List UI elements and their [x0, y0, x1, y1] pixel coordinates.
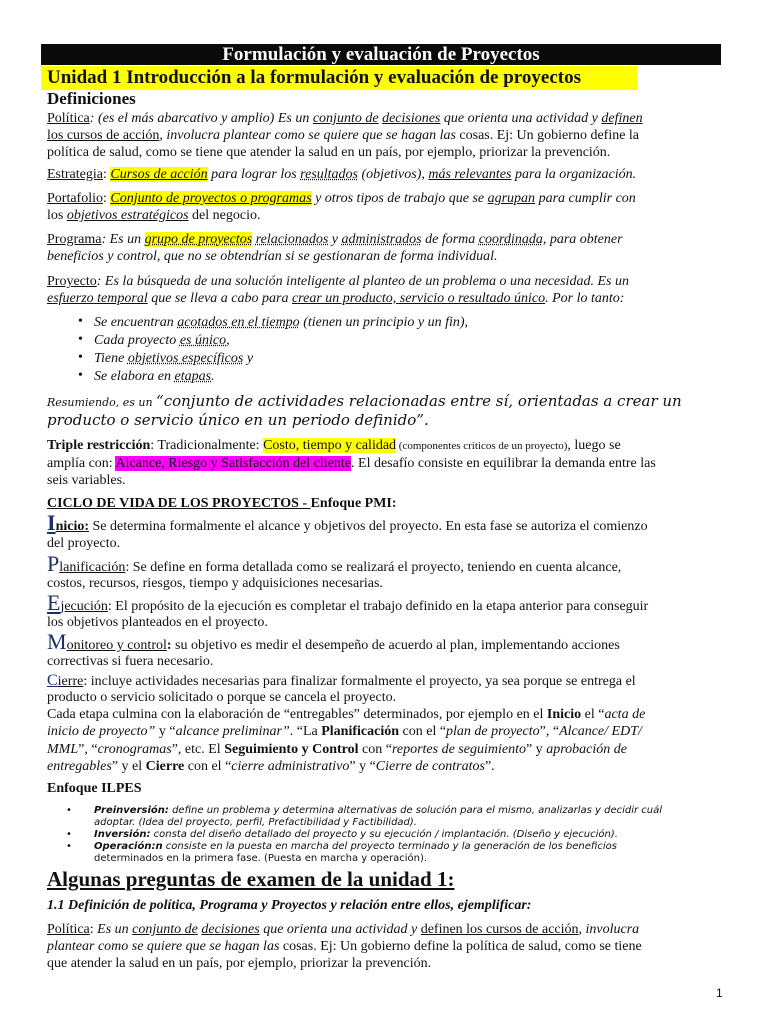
list-item: Preinversión: define un problema y determina alternativas de solución para el mismo, analizarlas y decidir cuál: [94, 805, 663, 816]
bullet-dot: •: [66, 829, 72, 840]
examen-question-1: 1.1 Definición de política, Programa y Proyectos y relación entre ellos, ejemplificar:: [47, 898, 532, 913]
definiciones-heading: Definiciones: [47, 89, 136, 108]
programa-line-2: beneficios y control, que no se obtendrían si se gestionaran de forma individual.: [47, 249, 498, 264]
list-item-cont: adoptar. (Idea del proyecto, perfil, Prefactibilidad y Factibilidad).: [94, 817, 417, 828]
bullet-dot: •: [66, 841, 72, 852]
resumen-line-2: producto o servicio único en un periodo definido”.: [47, 411, 429, 429]
programa-label: Programa: [47, 232, 102, 247]
page-number: 1: [716, 986, 723, 1000]
ilpes-heading: Enfoque ILPES: [47, 781, 142, 796]
monitoreo-line-2: correctivas si fuera necesario.: [47, 654, 214, 669]
bullet-dot: •: [78, 332, 83, 347]
triple-line-1: Triple restricción: Tradicionalmente: Costo, tiempo y calidad (componentes críticos de un proyecto), luego se: [47, 438, 621, 453]
politica-line-1: Política: (es el más abarcativo y amplio) Es un conjunto de decisiones que orienta una actividad y definen: [47, 111, 643, 126]
monitoreo-line-1: Monitoreo y control: su objetivo es medir el desempeño de acuerdo al plan, implementando acciones: [47, 629, 620, 654]
portafolio-line-2: los objetivos estratégicos del negocio.: [47, 208, 261, 223]
list-item-cont: determinados en la primera fase. (Puesta en marcha y operación).: [94, 853, 428, 864]
triple-line-3: seis variables.: [47, 473, 126, 488]
ejecucion-line-1: Ejecución: El propósito de la ejecución es completar el trabajo definido en la etapa anterior para conseguir: [47, 590, 649, 615]
inicio-line-1: Inicio: Se determina formalmente el alcance y objetivos del proyecto. En esta fase se autoriza el comienzo: [47, 510, 648, 535]
planificacion-line-2: costos, recursos, riesgos, tiempo y adquisiciones necesarias.: [47, 576, 383, 591]
inicio-line-2: del proyecto.: [47, 536, 121, 551]
politica-label: Política: [47, 111, 90, 126]
programa-line-1: Programa: Es un grupo de proyectos relacionados y administrados de forma coordinada, para obtener: [47, 232, 623, 247]
etapa-line-2: inicio de proyecto” y “alcance preliminar”. “La Planificación con el “plan de proyecto”, “Alcance/ EDT/: [47, 724, 642, 739]
examen-answer-line-2: plantear como se quiere que se hagan las cosas. Ej: Un gobierno define la política de salud, como se tiene: [47, 939, 642, 954]
politica-line-3: política de salud, como se tiene que atender la salud en un país, por ejemplo, priorizar la prevención.: [47, 145, 611, 160]
list-item: Cada proyecto es único,: [94, 333, 230, 348]
unit-heading: Unidad 1 Introducción a la formulación y evaluación de proyectos: [41, 66, 637, 90]
cierre-line-1: Cierre: incluye actividades necesarias para finalizar formalmente el proyecto, ya sea porque se entrega el: [47, 672, 636, 689]
proyecto-line-2: esfuerzo temporal que se lleva a cabo para crear un producto, servicio o resultado único. Por lo tanto:: [47, 291, 625, 306]
list-item: Se encuentran acotados en el tiempo (tienen un principio y un fin),: [94, 315, 469, 330]
etapa-line-3: MML”, “cronogramas”, etc. El Seguimiento y Control con “reportes de seguimiento” y aprobación de: [47, 742, 627, 757]
examen-answer-line-3: que atender la salud en un país, por ejemplo, priorizar la prevención.: [47, 956, 432, 971]
proyecto-line-1: Proyecto: Es la búsqueda de una solución inteligente al planteo de un problema o una necesidad. Es un: [47, 274, 629, 289]
estrategia-label: Estrategia: [47, 167, 103, 182]
bullet-dot: •: [78, 314, 83, 329]
bullet-dot: •: [66, 805, 72, 816]
triple-label: Triple restricción: [47, 438, 151, 453]
etapa-line-1: Cada etapa culmina con la elaboración de “entregables” determinados, por ejemplo en el Inicio el “acta de: [47, 707, 646, 722]
list-item: Inversión: consta del diseño detallado del proyecto y su ejecución / implantación. (Diseño y ejecución).: [94, 829, 618, 840]
ciclo-heading: CICLO DE VIDA DE LOS PROYECTOS - Enfoque PMI:: [47, 496, 397, 511]
ejecucion-line-2: los objetivos planteados en el proyecto.: [47, 615, 268, 630]
estrategia-line: Estrategia: Cursos de acción para lograr los resultados (objetivos), más relevantes para la organización.: [47, 167, 637, 182]
portafolio-label: Portafolio: [47, 191, 103, 206]
document-title: Formulación y evaluación de Proyectos: [41, 44, 721, 65]
examen-answer-line-1: Política: Es un conjunto de decisiones que orienta una actividad y definen los cursos de acción, involucra: [47, 922, 640, 937]
cierre-line-2: producto o servicio solicitado o porque se cancela el proyecto.: [47, 690, 397, 705]
bullet-dot: •: [78, 350, 83, 365]
resumen-line-1: Resumiendo, es un “conjunto de actividades relacionadas entre sí, orientadas a crear un: [47, 392, 682, 410]
politica-line-2: los cursos de acción, involucra plantear como se quiere que se hagan las cosas. Ej: Un gobierno define la: [47, 128, 640, 143]
planificacion-line-1: Planificación: Se define en forma detallada como se realizará el proyecto, teniendo en cuenta alcance,: [47, 551, 622, 576]
list-item: Se elabora en etapas.: [94, 369, 215, 384]
etapa-line-4: entregables” y el Cierre con el “cierre administrativo” y “Cierre de contratos”.: [47, 759, 495, 774]
proyecto-label: Proyecto: [47, 274, 97, 289]
list-item: Tiene objetivos específicos y: [94, 351, 254, 366]
bullet-dot: •: [78, 368, 83, 383]
portafolio-line-1: Portafolio: Conjunto de proyectos o programas y otros tipos de trabajo que se agrupan para cumplir con: [47, 191, 636, 206]
triple-line-2: amplía con: Alcance, Riesgo y Satisfacción del cliente. El desafío consiste en equilibrar la demanda entre las: [47, 456, 656, 471]
list-item: Operación:n consiste en la puesta en marcha del proyecto terminado y la generación de los beneficios: [94, 841, 617, 852]
examen-heading: Algunas preguntas de examen de la unidad 1:: [47, 867, 455, 891]
